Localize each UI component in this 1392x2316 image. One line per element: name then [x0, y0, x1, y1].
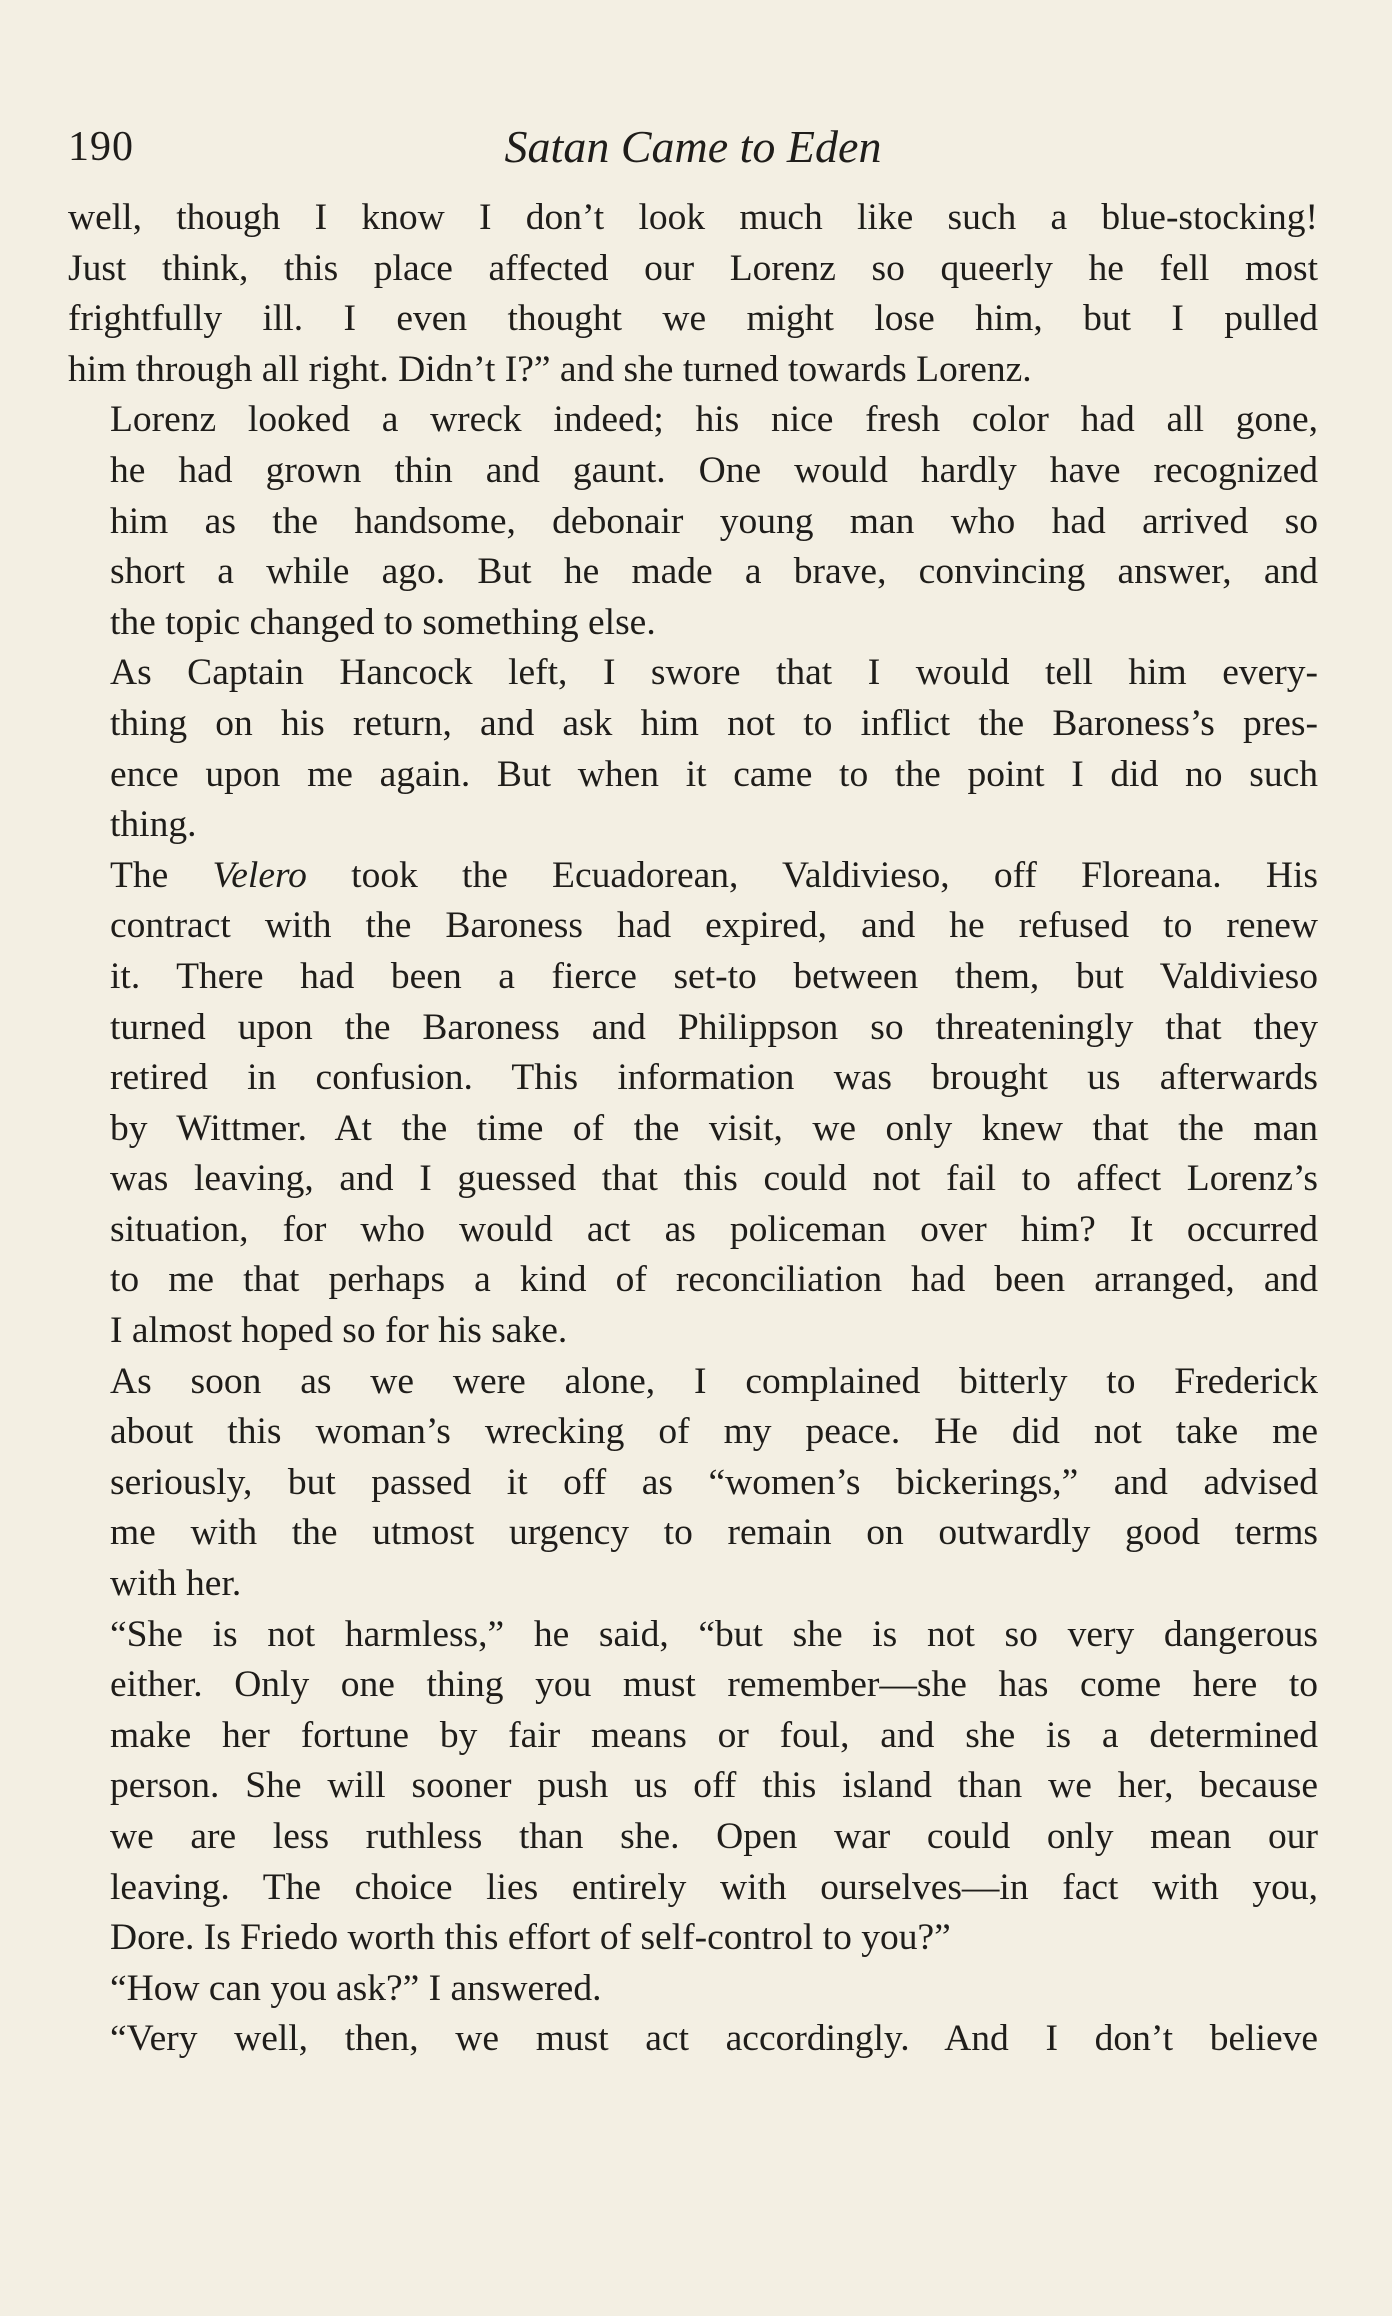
text-line: make her fortune by fair means or foul, and she is a determined [110, 1714, 1318, 1756]
text-line: with her. [110, 1563, 242, 1605]
text-line: about this woman’s wrecking of my peace. He did not take me [110, 1411, 1318, 1453]
text-line: “How can you ask?” I answered. [110, 1967, 602, 2009]
paragraph [68, 193, 1318, 395]
text-line: it. There had been a fierce set-to between them, but Valdivieso [110, 955, 1318, 997]
text-line: The Velero took the Ecuadorean, Valdivieso, off Floreana. His [110, 854, 1318, 896]
text-line: contract with the Baroness had expired, and he refused to renew [110, 905, 1318, 947]
text-line: was leaving, and I guessed that this could not fail to affect Lorenz’s [110, 1158, 1318, 1200]
italic-ship-name: Velero [212, 854, 307, 896]
page-header [68, 112, 1318, 182]
text-line: him through all right. Didn’t I?” and she turned towards Lorenz. [68, 348, 1032, 390]
text-line: well, though I know I don’t look much like such a blue-stocking! [68, 197, 1318, 238]
text-line: Just think, this place affected our Lorenz so queerly he fell most [68, 247, 1318, 289]
text-line: me with the utmost urgency to remain on outwardly good terms [110, 1512, 1318, 1554]
paragraph [68, 1357, 1318, 1610]
text-line: “She is not harmless,” he said, “but she is not so very dangerous [110, 1613, 1318, 1655]
text-line: person. She will sooner push us off this island than we her, because [110, 1765, 1318, 1807]
text-line: Lorenz looked a wreck indeed; his nice fresh color had all gone, [110, 399, 1318, 441]
text-line: him as the handsome, debonair young man who had arrived so [110, 500, 1318, 542]
running-title: Satan Came to Eden [504, 121, 882, 172]
paragraph [68, 648, 1318, 850]
text-line: As soon as we were alone, I complained bitterly to Frederick [110, 1360, 1318, 1402]
text-line: leaving. The choice lies entirely with ourselves—in fact with you, [110, 1866, 1318, 1908]
text-line: thing on his return, and ask him not to inflict the Baroness’s pres- [110, 702, 1318, 744]
paragraph [68, 2014, 1318, 2065]
paragraph [68, 1964, 1318, 2015]
text-line: the topic changed to something else. [110, 601, 656, 643]
text-line: turned upon the Baroness and Philippson so threateningly that they [110, 1006, 1318, 1048]
text-line: I almost hoped so for his sake. [110, 1310, 568, 1352]
text-line: ence upon me again. But when it came to the point I did no such [110, 753, 1318, 795]
text-line: frightfully ill. I even thought we might lose him, but I pulled [68, 298, 1318, 340]
text-line: retired in confusion. This information was brought us afterwards [110, 1057, 1318, 1099]
body-text [68, 193, 1318, 2065]
text-line: “Very well, then, we must act accordingly. And I don’t believe [110, 2018, 1318, 2060]
text-line: short a while ago. But he made a brave, convincing answer, and [110, 551, 1318, 593]
text-line: situation, for who would act as policeman over him? It occurred [110, 1208, 1318, 1250]
text-line: As Captain Hancock left, I swore that I would tell him every- [110, 652, 1318, 694]
text-line: he had grown thin and gaunt. One would hardly have recognized [110, 449, 1318, 491]
text-line: Dore. Is Friedo worth this effort of self-control to you?” [110, 1917, 951, 1959]
paragraph [68, 395, 1318, 648]
text-line: thing. [110, 804, 197, 846]
text-line: seriously, but passed it off as “women’s bickerings,” and advised [110, 1461, 1318, 1503]
text-line: we are less ruthless than she. Open war could only mean our [110, 1816, 1318, 1857]
page-number: 190 [68, 124, 134, 170]
text-line: by Wittmer. At the time of the visit, we only knew that the man [110, 1107, 1318, 1149]
paragraph [68, 851, 1318, 1357]
text-line: to me that perhaps a kind of reconciliation had been arranged, and [110, 1259, 1318, 1301]
text-line: either. Only one thing you must remember—she has come here to [110, 1664, 1318, 1706]
paragraph [68, 1610, 1318, 1964]
